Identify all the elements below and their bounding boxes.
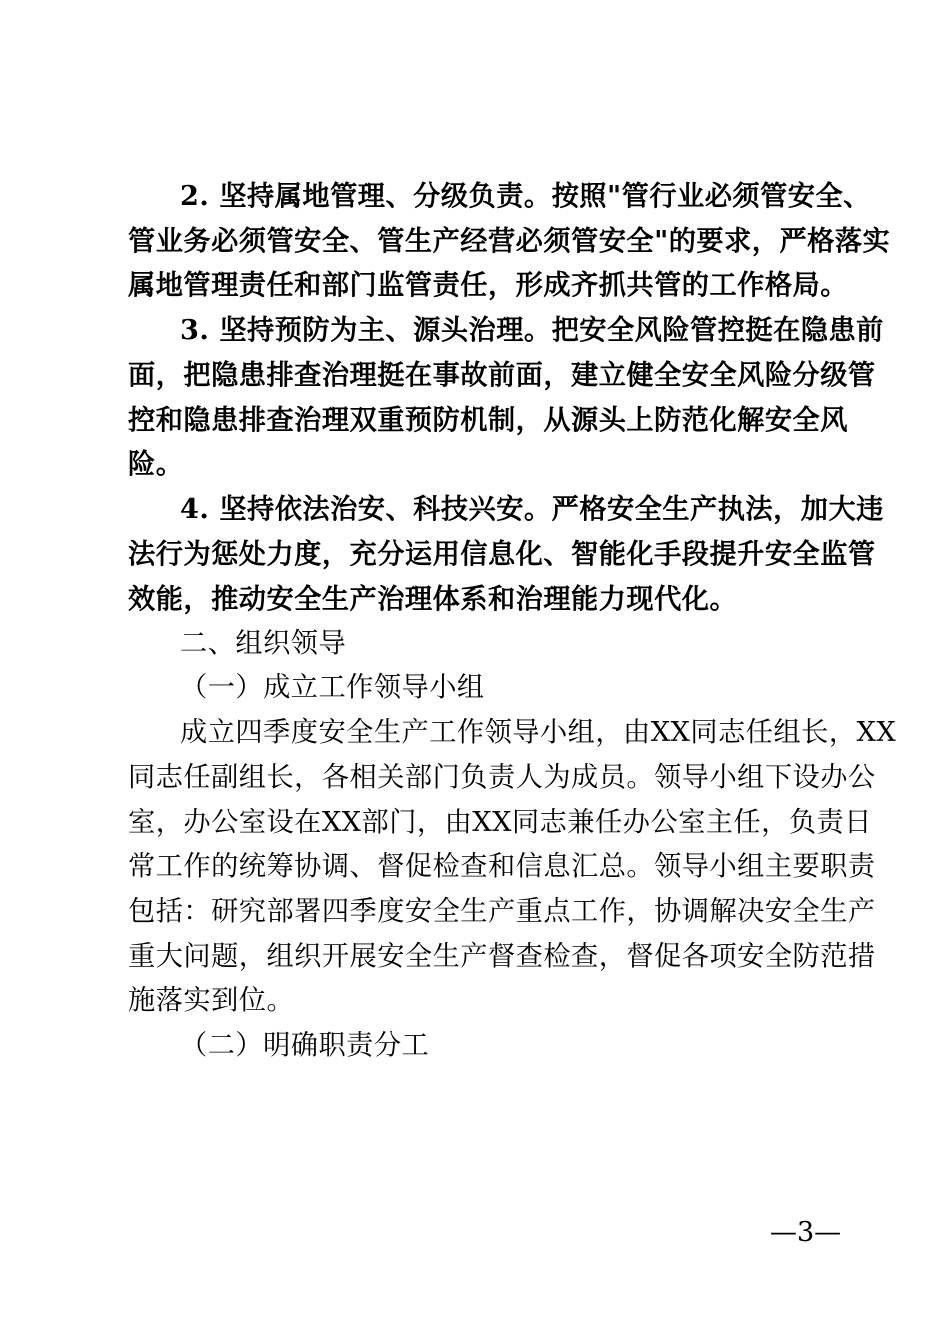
body-line-1: 成立四季度安全生产工作领导小组，由XX同志任组长，XX: [180, 717, 897, 748]
section-heading: 二、组织领导: [180, 628, 347, 659]
body-line-3: 室，办公室设在XX部门，由XX同志兼任办公室主任，负责日: [128, 807, 872, 838]
principle-4-line-2: 法行为惩处力度，充分运用信息化、智能化手段提升安全监管: [128, 538, 876, 570]
body-line-5: 包括：研究部署四季度安全生产重点工作，协调解决安全生产: [128, 896, 876, 927]
principle-4-line-3: 效能，推动安全生产治理体系和治理能力现代化。: [128, 583, 738, 615]
principle-4-line-1: 4. 坚持依法治安、科技兴安。严格安全生产执法，加大违: [180, 493, 884, 525]
body-line-7: 施落实到位。: [128, 985, 295, 1016]
body-line-6: 重大问题，组织开展安全生产督查检查，督促各项安全防范措: [128, 941, 876, 972]
principle-3-line-2: 面，把隐患排查治理挺在事故前面，建立健全安全风险分级管: [128, 359, 876, 391]
subsection-heading-2: （二）明确职责分工: [180, 1030, 430, 1061]
body-line-4: 常工作的统筹协调、督促检查和信息汇总。领导小组主要职责: [128, 851, 876, 882]
body-line-2: 同志任副组长，各相关部门负责人为成员。领导小组下设办公: [128, 762, 876, 793]
page-number: —3—: [770, 1217, 842, 1248]
principle-2-line-1: 2. 坚持属地管理、分级负责。按照"管行业必须管安全、: [180, 180, 871, 212]
principle-3-line-1: 3. 坚持预防为主、源头治理。把安全风险管控挺在隐患前: [180, 314, 884, 346]
principle-3-line-4: 险。: [128, 448, 184, 480]
principle-3-line-3: 控和隐患排查治理双重预防机制，从源头上防范化解安全风: [128, 404, 848, 436]
subsection-heading-1: （一）成立工作领导小组: [180, 672, 485, 703]
principle-2-line-2: 管业务必须管安全、管生产经营必须管安全"的要求，严格落实: [128, 225, 891, 257]
principle-2-line-3: 属地管理责任和部门监管责任，形成齐抓共管的工作格局。: [128, 269, 848, 301]
